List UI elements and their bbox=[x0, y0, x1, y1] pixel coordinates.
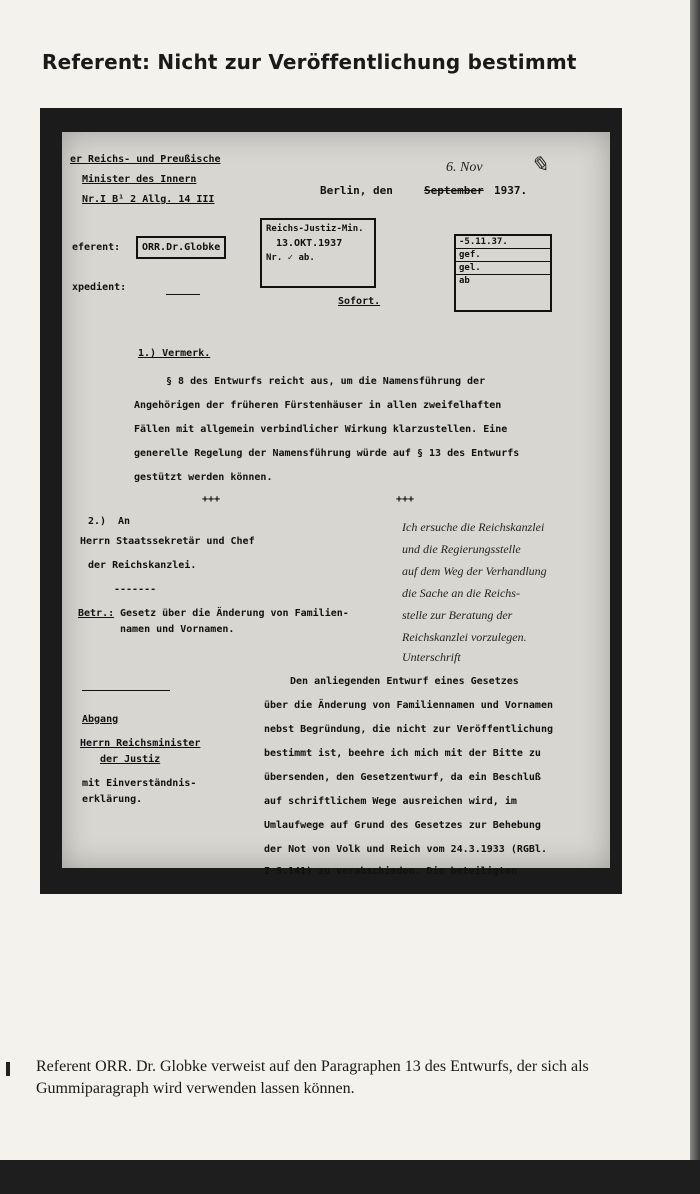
margin-note-line: Herrn Reichsminister bbox=[80, 738, 201, 749]
document-sheet bbox=[62, 132, 610, 877]
plus-mark: +++ bbox=[396, 494, 415, 505]
subject-label: Betr.: bbox=[78, 608, 115, 619]
plus-mark: +++ bbox=[202, 494, 221, 505]
page-heading: Referent: Nicht zur Veröffentlichung bestimmt bbox=[42, 50, 577, 74]
receipt-stamp-line3: Nr. ✓ ab. bbox=[266, 253, 315, 263]
letterhead-line1: er Reichs- und Preußische bbox=[70, 154, 221, 165]
letter-body-line: Umlaufwege auf Grund des Gesetzes zur Behebung bbox=[264, 820, 541, 831]
expedient-rule bbox=[166, 294, 200, 295]
caption-marker bbox=[6, 1062, 10, 1076]
margin-note-line: erklärung. bbox=[82, 794, 143, 805]
letterhead-line2: Minister des Innern bbox=[82, 174, 197, 185]
receipt-stamp-line2: 13.OKT.1937 bbox=[276, 238, 343, 249]
vermerk-line: Fällen mit allgemein verbindlicher Wirkung klarzustellen. Eine bbox=[134, 424, 508, 435]
letter-body-line: übersenden, den Gesetzentwurf, da ein Beschluß bbox=[264, 772, 541, 783]
subject-line2: namen und Vornamen. bbox=[120, 624, 235, 635]
item1-label: 1.) Vermerk. bbox=[138, 348, 211, 359]
addressee-line1: An bbox=[118, 516, 131, 527]
handwritten-scribble-icon: ✎ bbox=[530, 152, 549, 177]
letter-body-line: nebst Begründung, die nicht zur Veröffentlichung bbox=[264, 724, 553, 735]
handwritten-note-line: die Sache an die Reichs- bbox=[402, 586, 520, 600]
letter-body-line: Den anliegenden Entwurf eines Gesetzes bbox=[290, 676, 519, 687]
subject-line1: Gesetz über die Änderung von Familien- bbox=[120, 608, 349, 619]
vermerk-line: generelle Regelung der Namensführung würde auf § 13 des Entwurfs bbox=[134, 448, 520, 459]
addressee-line3: der Reichskanzlei. bbox=[88, 560, 197, 571]
figure-caption: Referent ORR. Dr. Globke verweist auf den Paragraphen 13 des Entwurfs, der sich als Gummiparagraph wird verwenden lassen können. bbox=[36, 1058, 589, 1097]
handwritten-note-line: Ich ersuche die Reichskanzlei bbox=[402, 520, 545, 534]
date-label: Berlin, den bbox=[320, 184, 393, 197]
handwritten-note-line: stelle zur Beratung der bbox=[402, 608, 513, 622]
letter-body-line: I S.141) zu verabschieden. Die beteiligten bbox=[264, 866, 517, 877]
registry-stamp-row4: ab bbox=[459, 276, 470, 286]
receipt-stamp bbox=[260, 218, 376, 288]
sofort-note: Sofort. bbox=[338, 296, 381, 307]
receipt-stamp-line1: Reichs-Justiz-Min. bbox=[266, 224, 364, 234]
expedient-label: xpedient: bbox=[72, 282, 127, 293]
margin-note-line: Abgang bbox=[82, 714, 119, 725]
handwritten-note-line: auf dem Weg der Verhandlung bbox=[402, 564, 547, 578]
vermerk-line: Angehörigen der früheren Fürstenhäuser in allen zweifelhaften bbox=[134, 400, 502, 411]
margin-note-line: der Justiz bbox=[100, 754, 161, 765]
margin-note-line: mit Einverständnis- bbox=[82, 778, 197, 789]
document-photo bbox=[40, 108, 622, 894]
registry-stamp-row2: gef. bbox=[456, 249, 550, 262]
vermerk-line: § 8 des Entwurfs reicht aus, um die Namensführung der bbox=[166, 376, 486, 387]
date-handwritten: 6. Nov bbox=[446, 160, 483, 175]
date-year: 1937. bbox=[494, 184, 528, 197]
addressee-line2: Herrn Staatssekretär und Chef bbox=[80, 536, 255, 547]
handwritten-note-line: und die Regierungsstelle bbox=[402, 542, 521, 556]
page-edge bbox=[690, 0, 700, 1194]
handwritten-note-line: Reichskanzlei vorzulegen. bbox=[402, 630, 527, 644]
bottom-shadow bbox=[0, 1160, 700, 1194]
referent-label: eferent: bbox=[72, 242, 121, 253]
letterhead-line3: Nr.I B¹ 2 Allg. 14 III bbox=[82, 194, 215, 205]
item2-label: 2.) bbox=[88, 516, 107, 527]
margin-rule bbox=[82, 690, 170, 691]
referent-value: ORR.Dr.Globke bbox=[136, 236, 226, 259]
dash-separator: ------- bbox=[114, 584, 157, 595]
registry-stamp bbox=[454, 234, 552, 312]
handwritten-note-line: Unterschrift bbox=[402, 650, 461, 664]
letter-body-line: der Not von Volk und Reich vom 24.3.1933 (RGBl. bbox=[264, 844, 547, 855]
registry-stamp-row3: gel. bbox=[456, 262, 550, 275]
vermerk-line: gestützt werden können. bbox=[134, 472, 273, 483]
registry-stamp-row1: -5.11.37. bbox=[456, 236, 550, 249]
letter-body-line: auf schriftlichem Wege ausreichen wird, im bbox=[264, 796, 517, 807]
letter-body-line: über die Änderung von Familiennamen und Vornamen bbox=[264, 700, 553, 711]
letter-body-line: bestimmt ist, beehre ich mich mit der Bitte zu bbox=[264, 748, 541, 759]
date-struck-month: September bbox=[424, 184, 484, 197]
